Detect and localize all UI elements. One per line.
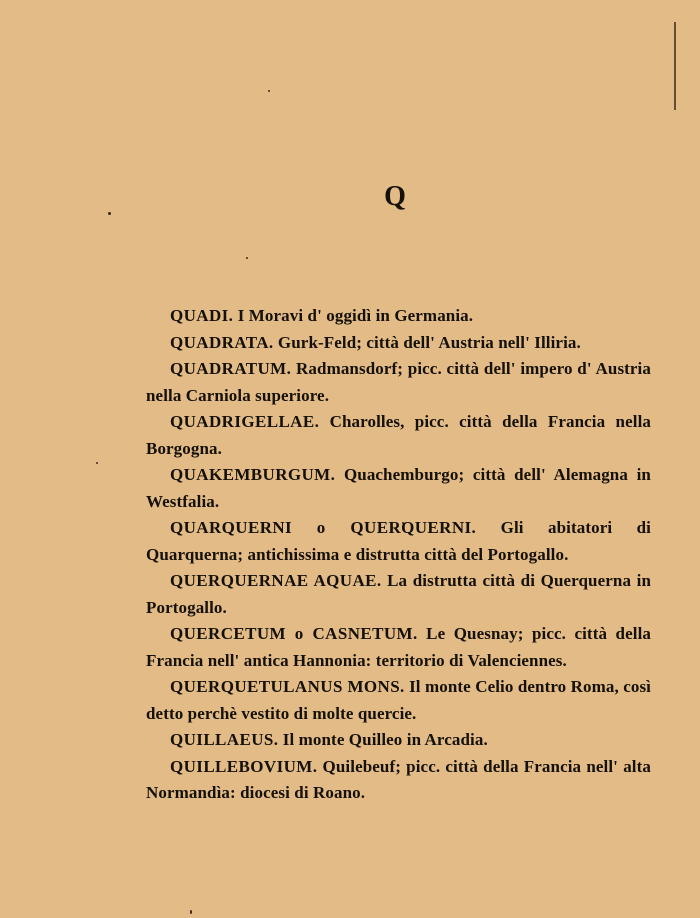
entry-headword: QUILLAEUS. [170, 730, 279, 749]
entry-text: Quachemburgo; città dell' Alemagna in Westfalia. [146, 465, 651, 511]
dictionary-entry [146, 621, 651, 674]
entry-text: I Moravi d' oggidì in Germania. [237, 306, 474, 325]
dictionary-entry [146, 303, 651, 330]
paper-speck [268, 90, 270, 92]
entry-text: Il monte Celio dentro Roma, così detto perchè vestito di molte quercie. [146, 677, 651, 723]
dictionary-entry [146, 568, 651, 621]
entry-text: Charolles, picc. città della Francia nella Borgogna. [146, 412, 651, 458]
entry-list [146, 303, 651, 807]
dictionary-entry [146, 674, 651, 727]
paper-speck [246, 257, 248, 259]
entry-text: La distrutta città di Querquerna in Portogallo. [146, 571, 651, 617]
entry-text: Quilebeuf; picc. città della Francia nell' alta Normandìa: diocesi di Roano. [146, 756, 651, 802]
entry-headword: QUERQUETULANUS MONS. [170, 677, 405, 696]
dictionary-entry [146, 409, 651, 462]
entry-headword: QUILLEBOVIUM. [170, 756, 318, 776]
entry-headword: QUAKEMBURGUM. [170, 465, 336, 484]
entry-text: Le Quesnay; picc. città della Francia nell' antica Hannonia: territorio di Valenciennes. [146, 624, 651, 670]
dictionary-entry [146, 462, 651, 515]
entry-text: Il monte Quilleo in Arcadia. [282, 730, 488, 749]
entry-headword: QUERCETUM o CASNETUM. [170, 624, 418, 643]
paper-speck [190, 910, 192, 914]
dictionary-entry [146, 754, 651, 807]
dictionary-entry [146, 356, 651, 409]
entry-text: Gli abitatori di Quarquerna; antichissima e distrutta città del Portogallo. [146, 518, 651, 564]
entry-headword: QUADRATA. [170, 332, 274, 352]
entry-headword: QUERQUERNAE AQUAE. [170, 571, 382, 590]
page-edge-mark [674, 22, 676, 110]
paper-speck [96, 462, 98, 464]
entry-text: Gurk-Feld; città dell' Austria nell' Illiria. [277, 332, 581, 352]
entry-headword: QUADRATUM. [170, 359, 292, 378]
entry-headword: QUADI. [170, 306, 234, 325]
entry-headword: QUARQUERNI o QUERQUERNI. [170, 518, 477, 537]
entry-headword: QUADRIGELLAE. [170, 412, 320, 431]
dictionary-entry [146, 515, 651, 568]
dictionary-entry [146, 330, 651, 357]
dictionary-entry [146, 727, 651, 754]
section-letter: Q [384, 181, 406, 212]
entry-text: Radmansdorf; picc. città dell' impero d' Austria nella Carniola superiore. [146, 359, 651, 405]
